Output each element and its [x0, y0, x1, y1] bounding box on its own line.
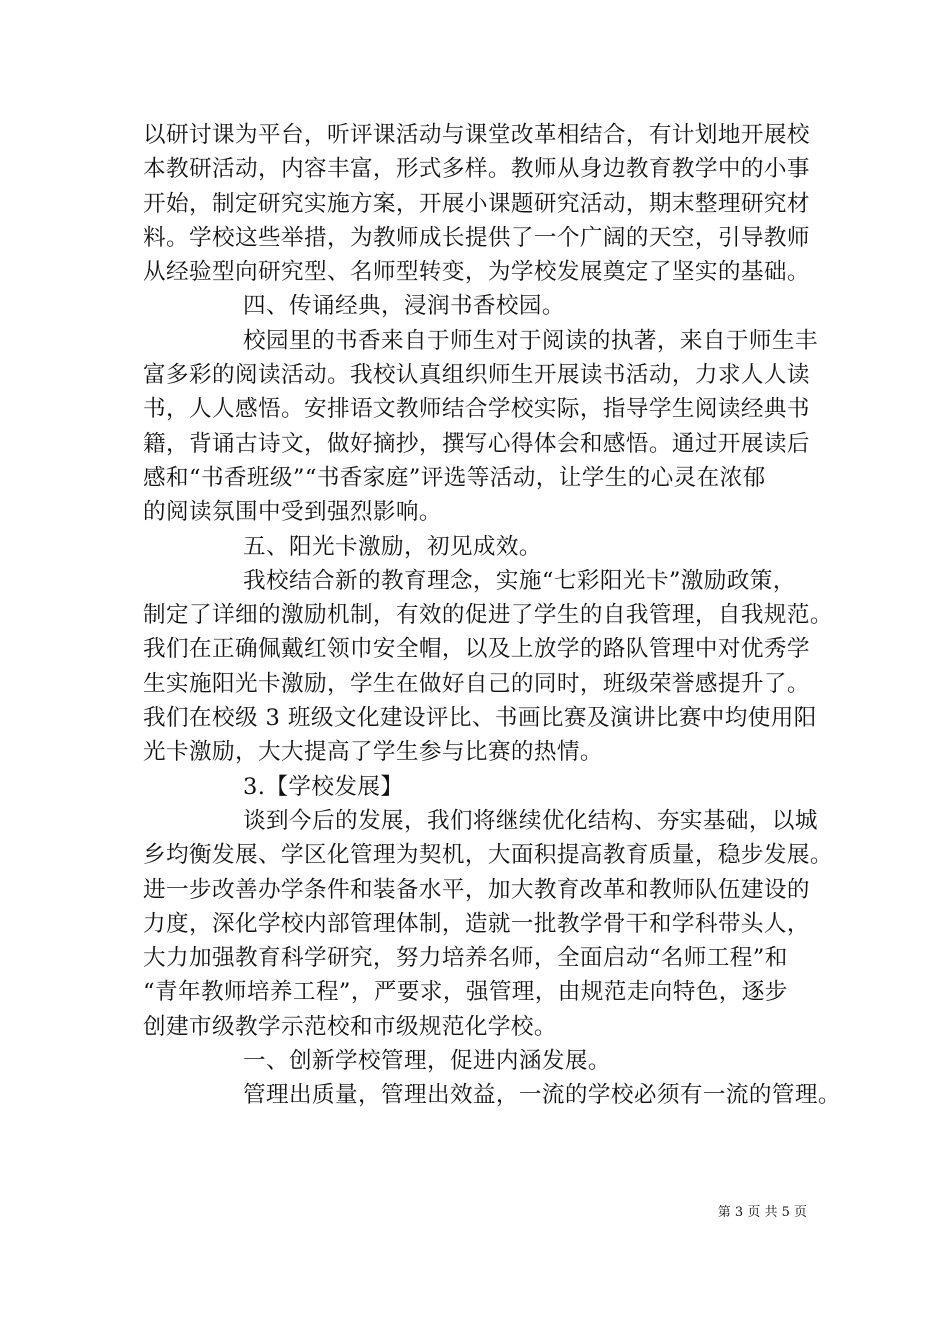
text-line: 谈到今后的发展，我们将继续优化结构、夯实基础，以城: [243, 807, 818, 834]
text-line: 力度，深化学校内部管理体制，造就一批教学骨干和学科带头人，: [143, 910, 810, 937]
text-line: 校园里的书香来自于师生对于阅读的执著，来自于师生丰: [243, 327, 818, 354]
text-line: 我们在校级 3 班级文化建设评比、书画比赛及演讲比赛中均使用阳: [143, 705, 817, 732]
text-line: 本教研活动，内容丰富，形式多样。教师从身边教育教学中的小事: [143, 156, 810, 183]
section-heading: 五、阳光卡激励，初见成效。: [243, 533, 542, 560]
section-heading: 一、创新学校管理，促进内涵发展。: [243, 1048, 611, 1075]
text-line: 进一步改善办学条件和装备水平，加大教育改革和教师队伍建设的: [143, 876, 810, 903]
section-heading: 四、传诵经典，浸润书香校园。: [243, 293, 565, 320]
text-line: 创建市级教学示范校和市级规范化学校。: [143, 1013, 557, 1040]
text-line: 开始，制定研究实施方案，开展小课题研究活动，期末整理研究材: [143, 190, 810, 217]
text-line: 的阅读氛围中受到强烈影响。: [143, 499, 442, 526]
text-line: 从经验型向研究型、名师型转变，为学校发展奠定了坚实的基础。: [143, 259, 810, 286]
text-line: 料。学校这些举措，为教师成长提供了一个广阔的天空，引导教师: [143, 224, 810, 251]
text-line: 书，人人感悟。安排语文教师结合学校实际，指导学生阅读经典书: [143, 396, 810, 423]
text-line: 大力加强教育科学研究，努力培养名师，全面启动“名师工程”和: [143, 945, 788, 972]
text-line: 籍，背诵古诗文，做好摘抄，撰写心得体会和感悟。通过开展读后: [143, 430, 810, 457]
text-line: 乡均衡发展、学区化管理为契机，大面积提高教育质量，稳步发展。: [143, 842, 833, 869]
section-heading: 3.【学校发展】: [243, 773, 404, 800]
text-line: 生实施阳光卡激励，学生在做好自己的同时，班级荣誉感提升了。: [143, 670, 810, 697]
text-line: 管理出质量，管理出效益，一流的学校必须有一流的管理。: [243, 1082, 841, 1109]
text-line: 感和“书香班级”“书香家庭”评选等活动，让学生的心灵在浓郁: [143, 464, 766, 491]
text-line: 制定了详细的激励机制，有效的促进了学生的自我管理，自我规范。: [143, 602, 833, 629]
text-line: 我校结合新的教育理念，实施“七彩阳光卡”激励政策，: [243, 567, 796, 594]
text-line: 光卡激励，大大提高了学生参与比赛的热情。: [143, 739, 603, 766]
text-line: 以研讨课为平台，听评课活动与课堂改革相结合，有计划地开展校: [143, 122, 810, 148]
document-body: [143, 118, 841, 1113]
text-line: 我们在正确佩戴红领巾安全帽，以及上放学的路队管理中对优秀学: [143, 636, 810, 663]
page-number: 第 3 页 共 5 页: [717, 1205, 807, 1220]
text-line: “青年教师培养工程”，严要求，强管理，由规范走向特色，逐步: [143, 979, 788, 1006]
text-line: 富多彩的阅读活动。我校认真组织师生开展读书活动，力求人人读: [143, 362, 810, 389]
